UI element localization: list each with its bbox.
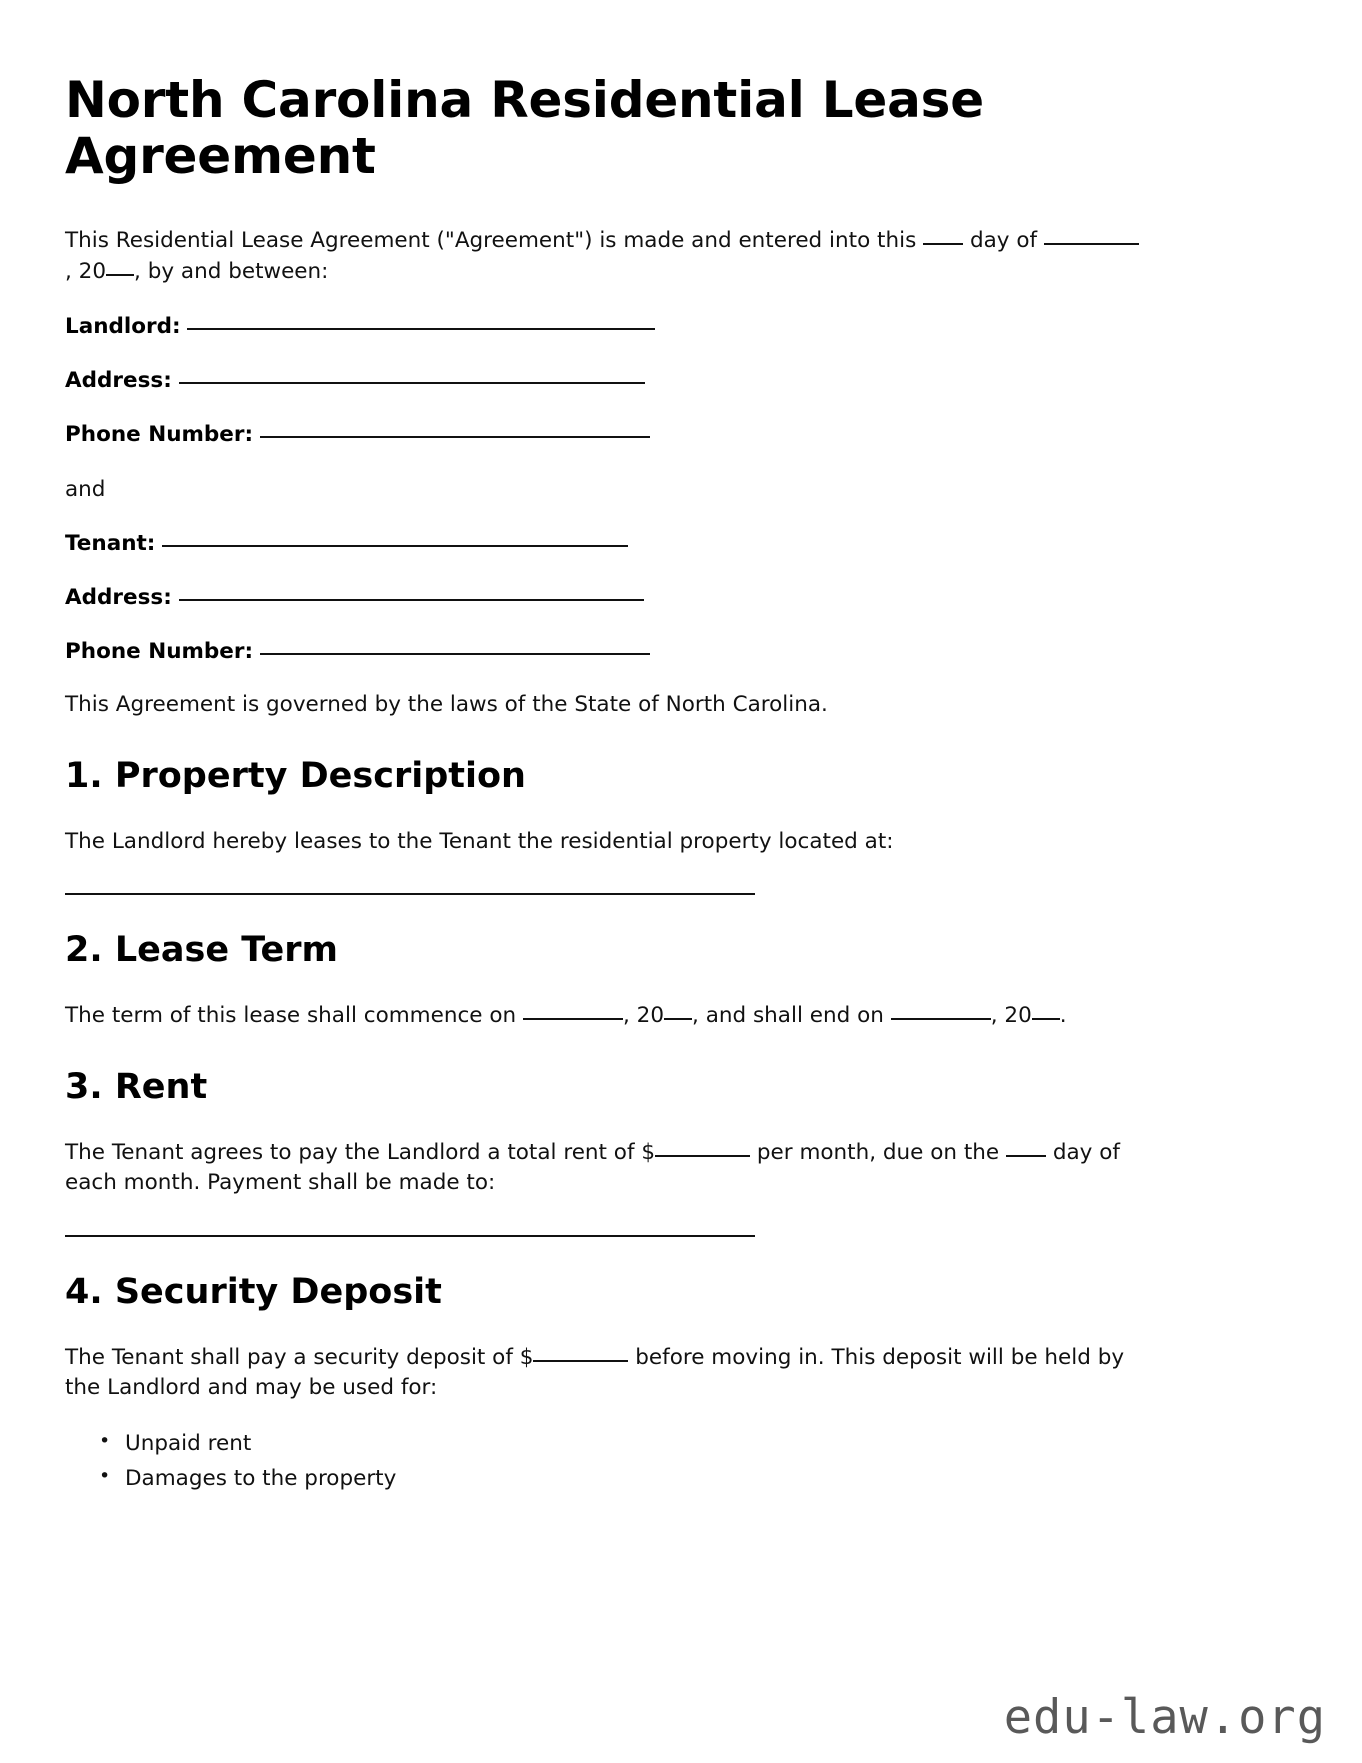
conjunction-and: and	[65, 476, 106, 502]
tenant-name-field	[65, 528, 1140, 559]
section-body-rent	[65, 1138, 1140, 1199]
tenant-name-label: Tenant:	[65, 530, 156, 556]
tenant-phone-label: Phone Number:	[65, 639, 254, 665]
deposit-text-part2: before moving in. This deposit will be held by the Landlord and may be used for:	[65, 1344, 1125, 1401]
tenant-phone-field	[65, 636, 1140, 667]
rent-amount-blank	[655, 1155, 750, 1157]
landlord-name-label: Landlord:	[65, 314, 181, 340]
watermark: edu-law.org	[1003, 1690, 1326, 1745]
deposit-amount-blank	[533, 1360, 628, 1362]
lease-end-year-blank	[1032, 1018, 1060, 1020]
lease-term-text-part3: , and shall end on	[692, 1003, 884, 1029]
section-heading-property-description: 1. Property Description	[65, 755, 526, 796]
intro-text-part4: , by and between:	[134, 258, 329, 284]
lease-term-text-part1: The term of this lease shall commence on	[65, 1003, 517, 1029]
intro-text-part2: day of	[969, 228, 1038, 253]
list-item: • Unpaid rent	[125, 1428, 1140, 1460]
section-heading-rent: 3. Rent	[65, 1066, 208, 1107]
tenant-phone-input-rule[interactable]	[260, 653, 650, 655]
property-address-input-rule[interactable]	[65, 893, 755, 895]
intro-month-blank	[1044, 243, 1139, 245]
lease-term-text-part2: , 20	[623, 1003, 665, 1029]
security-deposit-uses-list	[65, 1428, 1140, 1495]
governing-law-paragraph: This Agreement is governed by the laws of the State of North Carolina.	[65, 692, 828, 718]
lease-term-text-part5: .	[1059, 1003, 1067, 1029]
section-body-security-deposit	[65, 1343, 1140, 1404]
landlord-name-input-rule[interactable]	[187, 328, 655, 330]
rent-due-day-blank	[1006, 1155, 1046, 1157]
tenant-address-input-rule[interactable]	[179, 599, 644, 601]
tenant-address-label: Address:	[65, 584, 172, 610]
lease-end-month-blank	[891, 1018, 991, 1020]
section-body-property-description: The Landlord hereby leases to the Tenant the residential property located at:	[65, 828, 894, 854]
landlord-phone-label: Phone Number:	[65, 422, 254, 448]
tenant-name-input-rule[interactable]	[162, 545, 628, 547]
intro-text-part1: This Residential Lease Agreement ("Agreement") is made and entered into this	[65, 228, 917, 253]
page-title: North Carolina Residential Lease Agreement	[65, 71, 984, 185]
rent-text-part2: per month, due on the	[756, 1139, 1000, 1165]
landlord-address-label: Address:	[65, 368, 172, 394]
landlord-phone-input-rule[interactable]	[260, 436, 650, 438]
deposit-text-part1: The Tenant shall pay a security deposit of $	[65, 1344, 534, 1370]
intro-text-part3: , 20	[65, 258, 107, 284]
intro-day-blank	[923, 243, 963, 245]
landlord-phone-field	[65, 419, 1140, 450]
lease-start-month-blank	[523, 1018, 623, 1020]
section-body-lease-term	[65, 1001, 1140, 1032]
section-heading-security-deposit: 4. Security Deposit	[65, 1271, 442, 1312]
landlord-name-field	[65, 311, 1140, 342]
rent-text-part1: The Tenant agrees to pay the Landlord a total rent of $	[65, 1139, 656, 1165]
landlord-address-field	[65, 365, 1140, 396]
lease-start-year-blank	[664, 1018, 692, 1020]
lease-term-text-part4: , 20	[990, 1003, 1032, 1029]
section-heading-lease-term: 2. Lease Term	[65, 930, 338, 971]
intro-year-blank	[106, 274, 134, 276]
intro-paragraph	[65, 226, 1140, 287]
tenant-address-field	[65, 582, 1140, 613]
rent-payee-input-rule[interactable]	[65, 1235, 755, 1237]
landlord-address-input-rule[interactable]	[179, 382, 645, 384]
list-item: • Damages to the property	[125, 1463, 1140, 1495]
rent-text-part3: day of each month. Payment shall be made to:	[65, 1139, 1120, 1196]
